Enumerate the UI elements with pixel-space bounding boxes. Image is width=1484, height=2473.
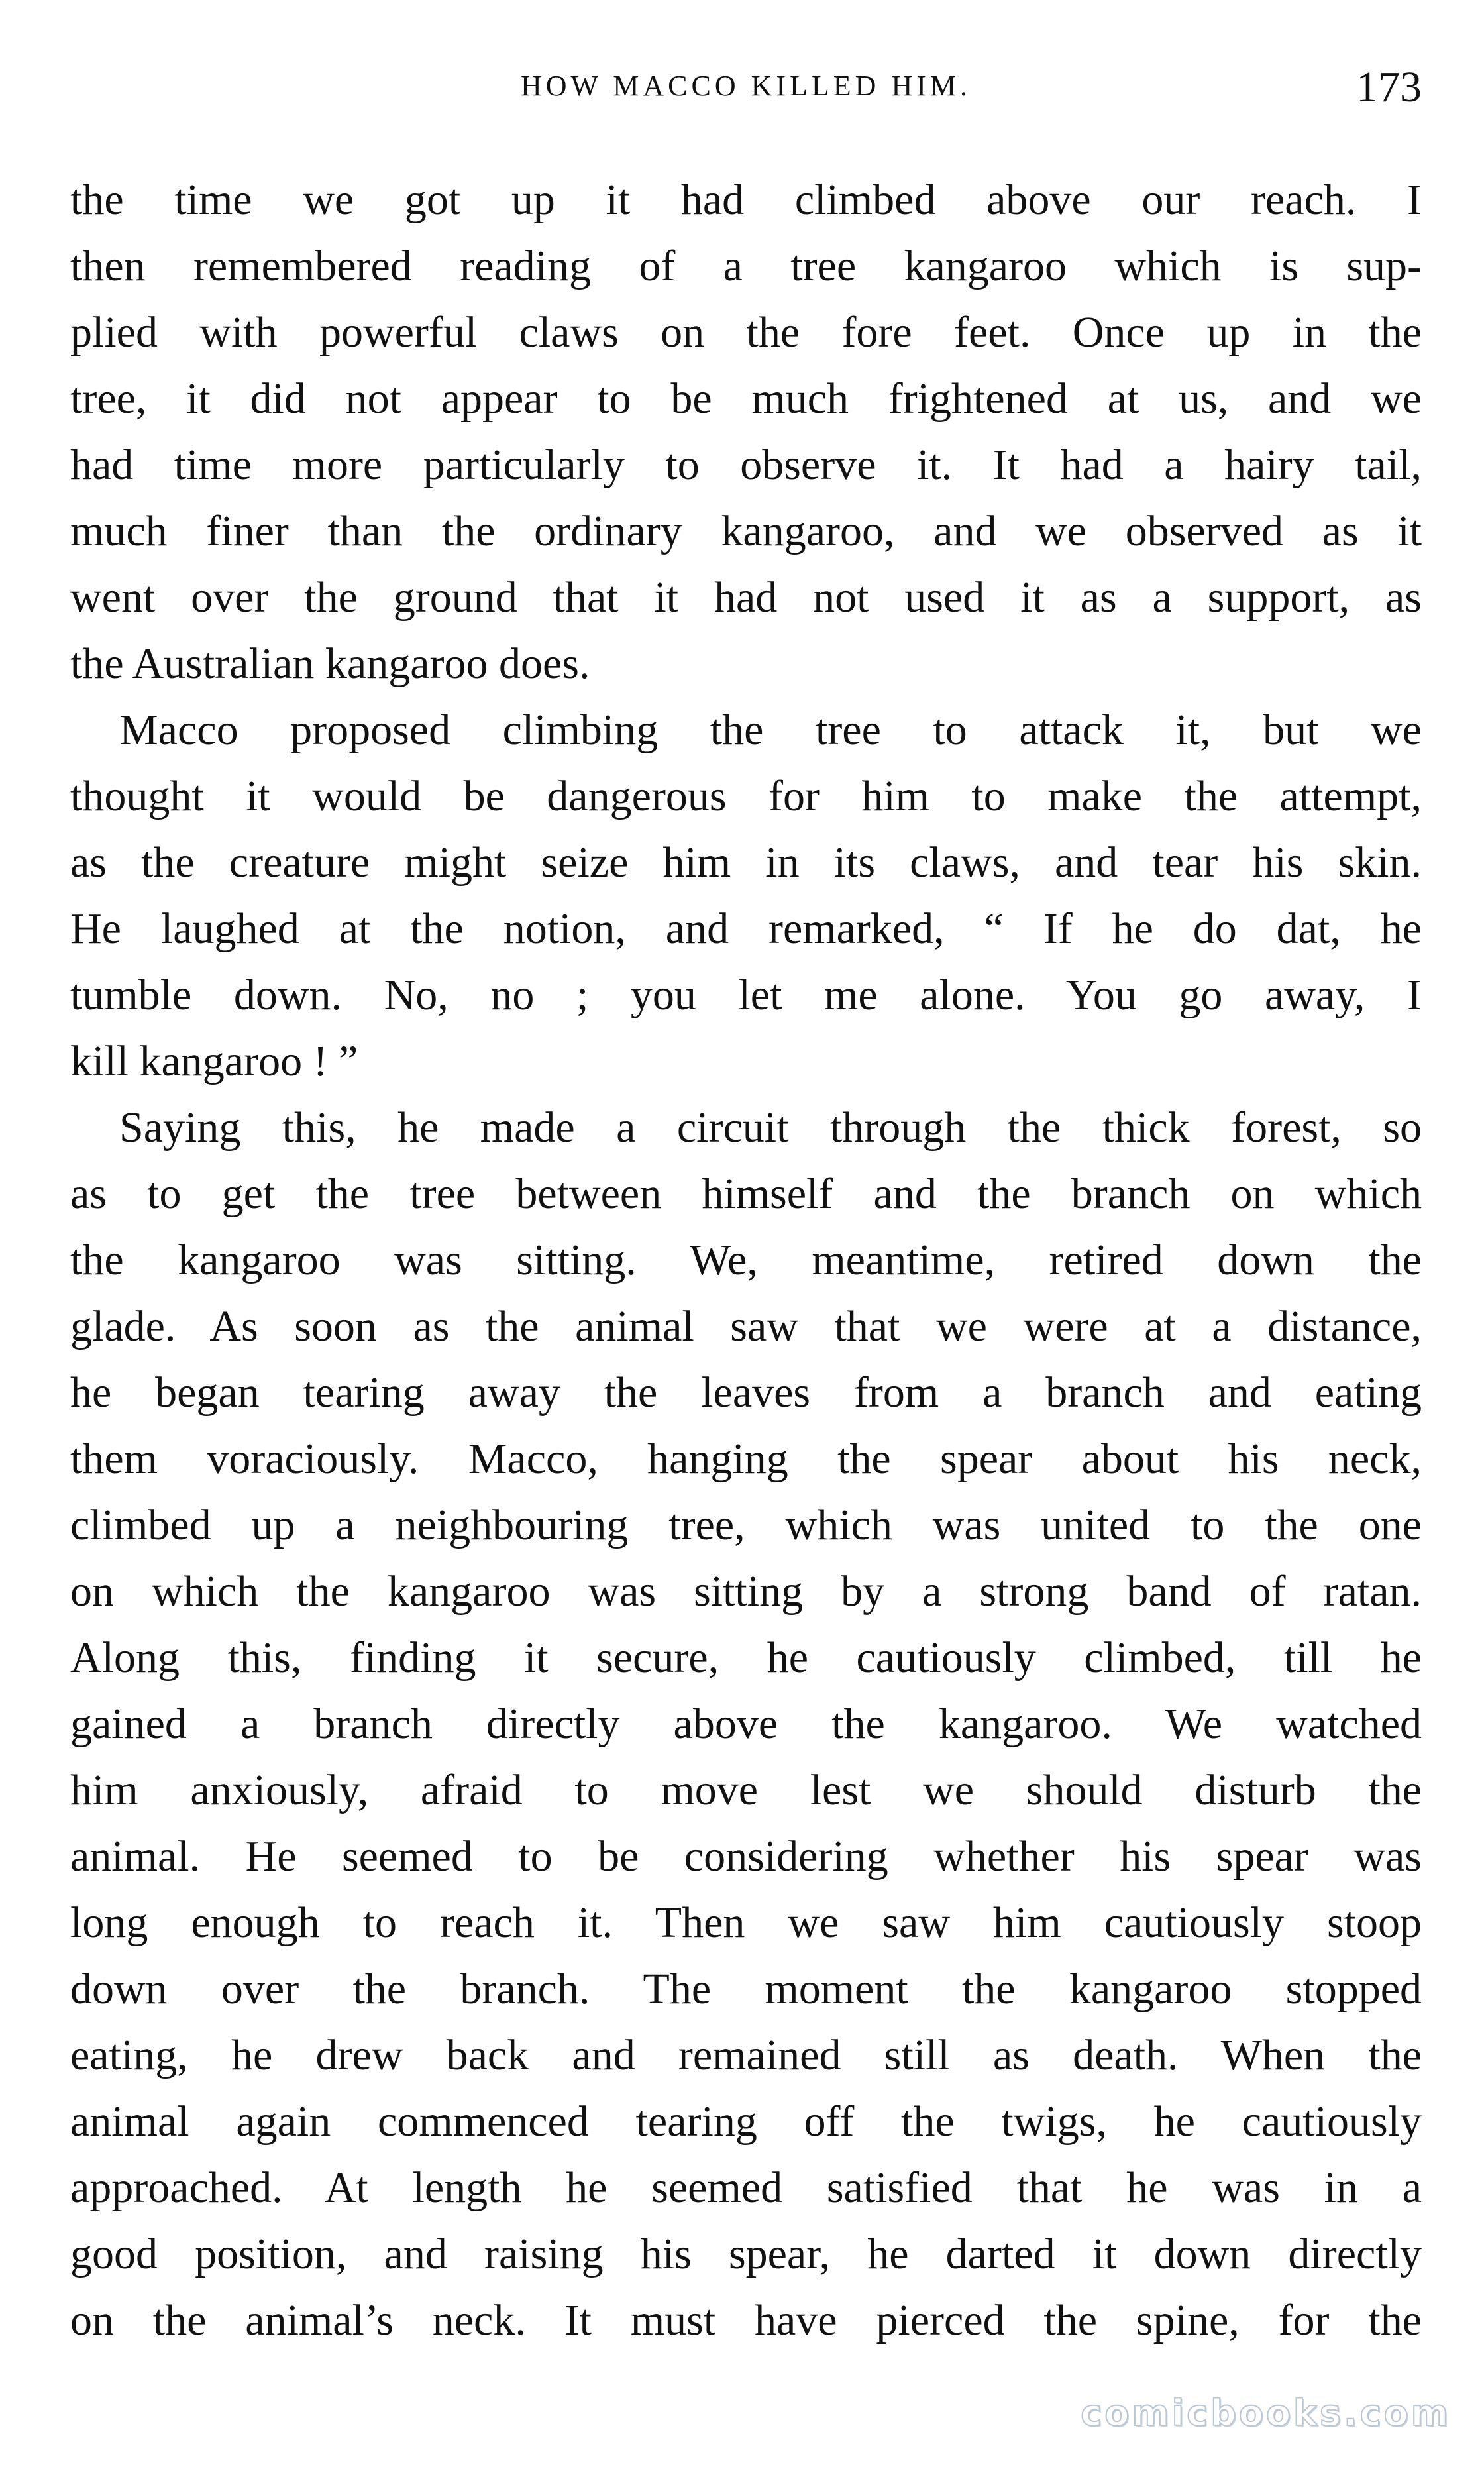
text-line: much finer than the ordinary kangaroo, and we observed as it (70, 507, 1422, 555)
text-line: them voraciously. Macco, hanging the spear about his neck, (70, 1435, 1422, 1483)
text-line: the Australian kangaroo does. (70, 639, 590, 688)
site-watermark: comicbooks.com (1081, 2392, 1451, 2434)
text-line: the kangaroo was sitting. We, meantime, retired down the (70, 1236, 1422, 1284)
text-line: good position, and raising his spear, he darted it down directly (70, 2230, 1422, 2278)
text-line: approached. At length he seemed satisfied that he was in a (70, 2164, 1422, 2212)
text-line: glade. As soon as the animal saw that we were at a distance, (70, 1302, 1422, 1350)
text-line: animal again commenced tearing off the twigs, he cautiously (70, 2097, 1422, 2146)
text-line: on which the kangaroo was sitting by a strong band of ratan. (70, 1567, 1422, 1616)
text-line: climbed up a neighbouring tree, which was united to the one (70, 1501, 1422, 1549)
text-line: animal. He seemed to be considering whether his spear was (70, 1832, 1422, 1881)
paragraph-start-line: Macco proposed climbing the tree to attack it, but we (119, 706, 1422, 754)
text-line: him anxiously, afraid to move lest we should disturb the (70, 1766, 1422, 1814)
text-line: kill kangaroo ! ” (70, 1037, 358, 1085)
text-line: Along this, finding it secure, he cautiously climbed, till he (70, 1633, 1422, 1682)
running-title: HOW MACCO KILLED HIM. (520, 70, 972, 102)
text-line: as the creature might seize him in its claws, and tear his skin. (70, 838, 1422, 887)
page-number: 173 (1356, 63, 1422, 111)
text-line: tumble down. No, no ; you let me alone. You go away, I (70, 971, 1422, 1019)
text-line: then remembered reading of a tree kangaroo which is sup- (70, 242, 1422, 290)
text-line: He laughed at the notion, and remarked, “ If he do dat, he (70, 905, 1422, 953)
text-line: he began tearing away the leaves from a branch and eating (70, 1368, 1422, 1417)
text-line: had time more particularly to observe it. It had a hairy tail, (70, 441, 1422, 489)
text-line: as to get the tree between himself and the branch on which (70, 1170, 1422, 1218)
text-line: down over the branch. The moment the kangaroo stopped (70, 1965, 1422, 2013)
text-line: gained a branch directly above the kangaroo. We watched (70, 1700, 1422, 1748)
paragraph-start-line: Saying this, he made a circuit through the thick forest, so (119, 1103, 1422, 1152)
text-line: went over the ground that it had not used it as a support, as (70, 573, 1422, 622)
text-line: eating, he drew back and remained still as death. When the (70, 2031, 1422, 2079)
running-head (70, 62, 1422, 115)
body-text (70, 167, 1422, 2354)
text-line: long enough to reach it. Then we saw him cautiously stoop (70, 1898, 1422, 1947)
text-line: the time we got up it had climbed above our reach. I (70, 176, 1422, 224)
text-line: on the animal’s neck. It must have pierced the spine, for the (70, 2296, 1422, 2344)
text-line: tree, it did not appear to be much frightened at us, and we (70, 374, 1422, 423)
text-line: thought it would be dangerous for him to make the attempt, (70, 772, 1422, 820)
text-line: plied with powerful claws on the fore feet. Once up in the (70, 308, 1422, 357)
